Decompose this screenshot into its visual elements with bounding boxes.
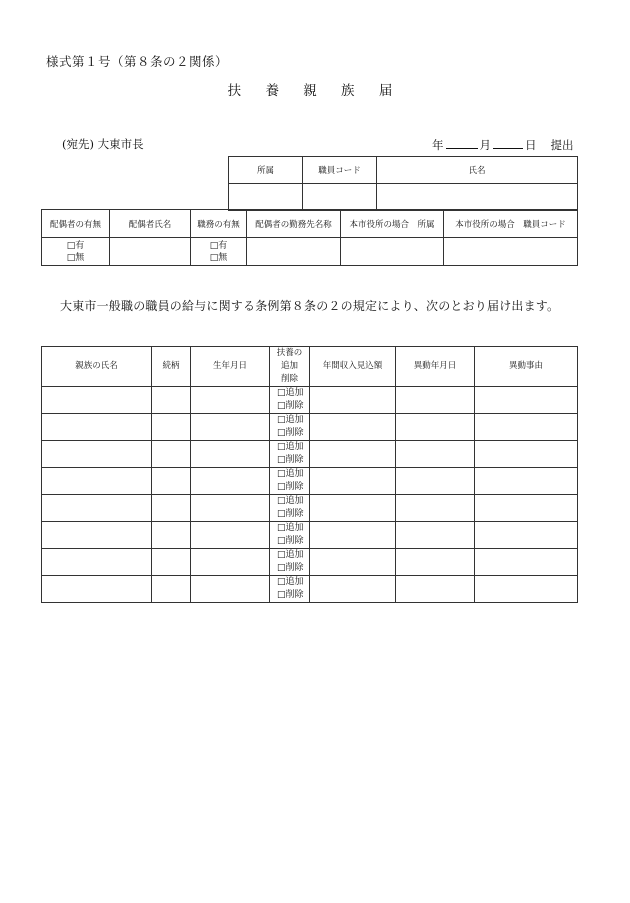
change-reason-field[interactable] [475, 414, 578, 441]
delete-checkbox[interactable]: □削除 [277, 563, 304, 573]
dependency-cell [270, 441, 310, 468]
affiliation-header: 所属 [229, 157, 303, 184]
family-table-row [42, 468, 578, 495]
staff-info-table [228, 156, 578, 211]
add-checkbox[interactable]: □追加 [277, 496, 304, 506]
relation-header: 続柄 [152, 347, 191, 387]
city-office-staff-code-field[interactable] [444, 238, 578, 266]
spouse-exists-header: 配偶者の有無 [42, 210, 110, 238]
spouse-name-field[interactable] [110, 238, 191, 266]
dependency-cell [270, 387, 310, 414]
change-date-field[interactable] [396, 522, 475, 549]
add-checkbox[interactable]: □追加 [277, 550, 304, 560]
change-reason-field[interactable] [475, 441, 578, 468]
change-reason-field[interactable] [475, 576, 578, 603]
city-office-affiliation-header: 本市役所の場合 所属 [341, 210, 444, 238]
change-date-field[interactable] [396, 468, 475, 495]
statement-text: 大東市一般職の職員の給与に関する条例第８条の２の規定により、次のとおり届け出ます。 [60, 299, 560, 313]
annual-income-field[interactable] [310, 495, 396, 522]
family-table-row [42, 522, 578, 549]
add-checkbox[interactable]: □追加 [277, 469, 304, 479]
change-date-field[interactable] [396, 495, 475, 522]
dependency-cell [270, 468, 310, 495]
change-reason-field[interactable] [475, 495, 578, 522]
family-table-row [42, 441, 578, 468]
job-exists-cell [191, 238, 247, 266]
relation-field[interactable] [152, 576, 191, 603]
family-name-field[interactable] [42, 441, 152, 468]
change-date-field[interactable] [396, 414, 475, 441]
form-number: 様式第１号（第８条の２関係） [46, 54, 229, 69]
annual-income-field[interactable] [310, 522, 396, 549]
family-name-field[interactable] [42, 522, 152, 549]
birth-date-field[interactable] [191, 576, 270, 603]
dependency-header-line1: 扶養の [276, 348, 303, 358]
birth-date-field[interactable] [191, 522, 270, 549]
family-name-field[interactable] [42, 414, 152, 441]
staff-code-field[interactable] [303, 184, 377, 211]
birth-date-header: 生年月日 [191, 347, 270, 387]
annual-income-field[interactable] [310, 576, 396, 603]
spouse-info-table [41, 209, 578, 266]
birth-date-field[interactable] [191, 414, 270, 441]
spouse-workplace-header: 配偶者の勤務先名称 [247, 210, 341, 238]
dependency-cell [270, 522, 310, 549]
annual-income-field[interactable] [310, 441, 396, 468]
delete-checkbox[interactable]: □削除 [277, 455, 304, 465]
affiliation-field[interactable] [229, 184, 303, 211]
family-name-header: 親族の氏名 [42, 347, 152, 387]
spouse-workplace-field[interactable] [247, 238, 341, 266]
relation-field[interactable] [152, 522, 191, 549]
add-checkbox[interactable]: □追加 [277, 523, 304, 533]
city-office-affiliation-field[interactable] [341, 238, 444, 266]
change-reason-header: 異動事由 [475, 347, 578, 387]
submission-date-line [432, 136, 574, 153]
relation-field[interactable] [152, 441, 191, 468]
spouse-yes-checkbox[interactable]: □有 [66, 240, 85, 251]
change-date-field[interactable] [396, 387, 475, 414]
document-title: 扶 養 親 族 届 [227, 83, 403, 99]
change-reason-field[interactable] [475, 522, 578, 549]
delete-checkbox[interactable]: □削除 [277, 482, 304, 492]
relation-field[interactable] [152, 387, 191, 414]
birth-date-field[interactable] [191, 549, 270, 576]
delete-checkbox[interactable]: □削除 [277, 536, 304, 546]
add-checkbox[interactable]: □追加 [277, 577, 304, 587]
annual-income-field[interactable] [310, 549, 396, 576]
relation-field[interactable] [152, 468, 191, 495]
family-table-row [42, 414, 578, 441]
spouse-no-checkbox[interactable]: □無 [66, 252, 85, 263]
staff-code-header: 職員コード [303, 157, 377, 184]
change-reason-field[interactable] [475, 549, 578, 576]
family-table [41, 346, 578, 603]
family-rows [42, 387, 578, 603]
annual-income-field[interactable] [310, 468, 396, 495]
family-table-row [42, 576, 578, 603]
change-date-header: 異動年月日 [396, 347, 475, 387]
add-checkbox[interactable]: □追加 [277, 388, 304, 398]
add-checkbox[interactable]: □追加 [277, 442, 304, 452]
submit-label: 提出 [550, 138, 574, 152]
family-name-field[interactable] [42, 495, 152, 522]
birth-date-field[interactable] [191, 441, 270, 468]
family-name-field[interactable] [42, 468, 152, 495]
day-blank[interactable] [493, 136, 523, 149]
dependency-cell [270, 576, 310, 603]
family-table-row [42, 387, 578, 414]
birth-date-field[interactable] [191, 468, 270, 495]
relation-field[interactable] [152, 414, 191, 441]
relation-field[interactable] [152, 495, 191, 522]
change-date-field[interactable] [396, 549, 475, 576]
spouse-exists-cell [42, 238, 110, 266]
name-field[interactable] [377, 184, 578, 211]
addressee: (宛先) 大東市長 [62, 137, 144, 151]
family-name-field[interactable] [42, 576, 152, 603]
job-yes-checkbox[interactable]: □有 [209, 240, 228, 251]
delete-checkbox[interactable]: □削除 [277, 428, 304, 438]
spouse-name-header: 配偶者氏名 [110, 210, 191, 238]
job-exists-header: 職務の有無 [191, 210, 247, 238]
change-reason-field[interactable] [475, 387, 578, 414]
birth-date-field[interactable] [191, 495, 270, 522]
year-label: 年 [432, 138, 444, 152]
dependency-cell [270, 414, 310, 441]
change-date-field[interactable] [396, 576, 475, 603]
annual-income-header: 年間収入見込額 [310, 347, 396, 387]
dependency-header-line3: 削除 [280, 374, 298, 384]
delete-checkbox[interactable]: □削除 [277, 590, 304, 600]
day-label: 日 [525, 138, 537, 152]
annual-income-field[interactable] [310, 414, 396, 441]
relation-field[interactable] [152, 549, 191, 576]
birth-date-field[interactable] [191, 387, 270, 414]
delete-checkbox[interactable]: □削除 [277, 401, 304, 411]
delete-checkbox[interactable]: □削除 [277, 509, 304, 519]
dependency-header [270, 347, 310, 387]
month-label: 月 [479, 138, 491, 152]
family-table-row [42, 549, 578, 576]
change-reason-field[interactable] [475, 468, 578, 495]
job-no-checkbox[interactable]: □無 [209, 252, 228, 263]
add-checkbox[interactable]: □追加 [277, 415, 304, 425]
family-name-field[interactable] [42, 387, 152, 414]
name-header: 氏名 [377, 157, 578, 184]
annual-income-field[interactable] [310, 387, 396, 414]
change-date-field[interactable] [396, 441, 475, 468]
dependency-cell [270, 495, 310, 522]
dependency-cell [270, 549, 310, 576]
family-table-row [42, 495, 578, 522]
dependency-header-line2: 追加 [280, 361, 298, 371]
city-office-staff-code-header: 本市役所の場合 職員コード [444, 210, 578, 238]
month-blank[interactable] [446, 136, 478, 149]
family-name-field[interactable] [42, 549, 152, 576]
